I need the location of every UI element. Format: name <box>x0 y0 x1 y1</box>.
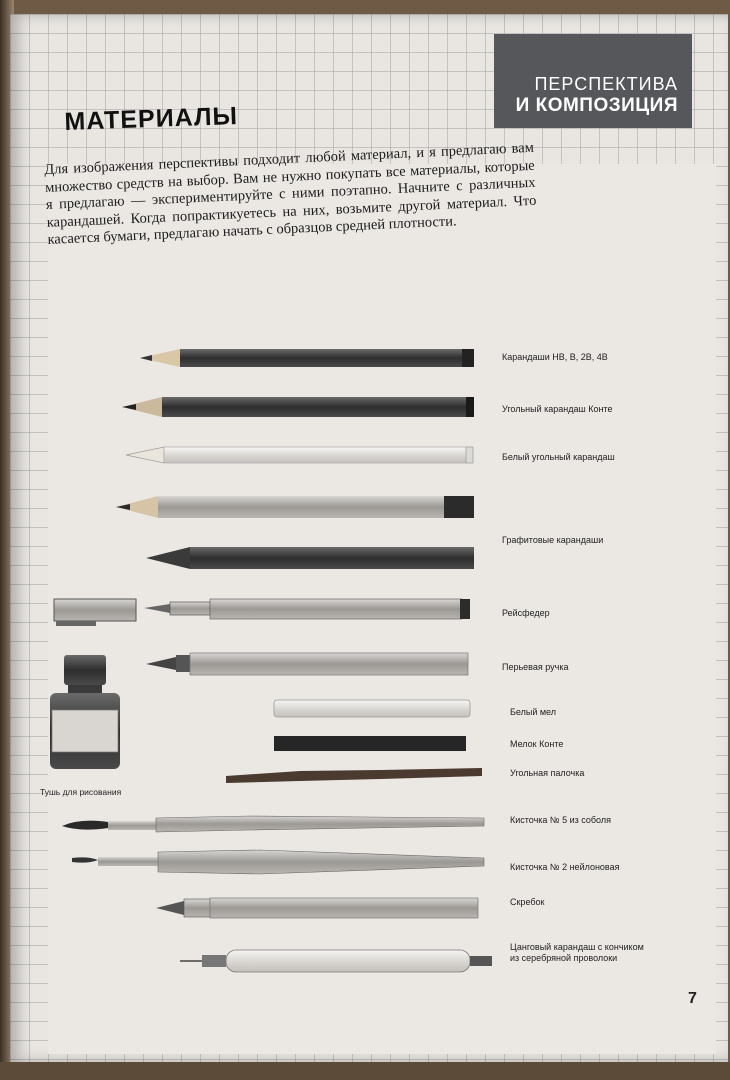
white-charcoal-pencil <box>126 447 473 463</box>
scraper <box>156 898 478 918</box>
label-graphite-pencils: Графитовые карандаши <box>502 535 604 545</box>
label-fountain-pen: Перьевая ручка <box>502 662 569 672</box>
clutch-pencil <box>180 950 492 972</box>
label-scraper: Скребок <box>510 897 545 907</box>
graphite-pencil-light <box>116 496 474 518</box>
label-conte-charcoal-pencil: Угольный карандаш Конте <box>502 404 613 414</box>
sable-brush <box>62 816 484 832</box>
conte-crayon <box>274 736 466 751</box>
intro-paragraph: Для изображения перспективы подходит любой материал, и я предлагаю вам множество средств на выбор. Вам не нужно покупать все материалы, которые я предлагаю — экспериментируйте с ними поэтапно. Начните с различных карандашей. Когда попрактикуетесь на них, возьмите другой материал. Что касается бумаги, предлагаю начать с образцов средней плотности. <box>44 139 537 248</box>
page-title: МАТЕРИАЛЫ <box>64 101 239 136</box>
white-chalk <box>274 700 470 717</box>
label-clutch-pencil <box>510 942 644 964</box>
label-sable-brush: Кисточка № 5 из соболя <box>510 815 611 825</box>
conte-charcoal-pencil <box>122 397 474 417</box>
label-ink: Тушь для рисования <box>40 787 122 797</box>
hb-pencil <box>140 349 474 367</box>
label-charcoal-stick: Угольная палочка <box>510 768 585 778</box>
label-clutch-pencil-line1: Цанговый карандаш с кончиком <box>510 942 644 952</box>
ink-bottle <box>50 655 120 769</box>
section-title-line2: И КОМПОЗИЦИЯ <box>515 95 678 116</box>
label-white-charcoal-pencil: Белый угольный карандаш <box>502 452 615 462</box>
ruling-pen <box>54 599 470 626</box>
label-nylon-brush: Кисточка № 2 нейлоновая <box>510 862 620 872</box>
page-number: 7 <box>688 990 697 1007</box>
label-ruling-pen: Рейсфедер <box>502 608 550 618</box>
fountain-pen <box>146 653 468 675</box>
charcoal-stick <box>226 768 482 783</box>
graphite-pencil-dark <box>146 547 474 569</box>
label-clutch-pencil-line2: из серебряной проволоки <box>510 953 618 963</box>
label-conte-crayon: Мелок Конте <box>510 739 564 749</box>
label-white-chalk: Белый мел <box>510 707 557 717</box>
section-title-line1: ПЕРСПЕКТИВА <box>534 74 678 94</box>
nylon-brush <box>72 850 484 874</box>
label-hb-pencils: Карандаши НВ, В, 2В, 4В <box>502 352 608 362</box>
